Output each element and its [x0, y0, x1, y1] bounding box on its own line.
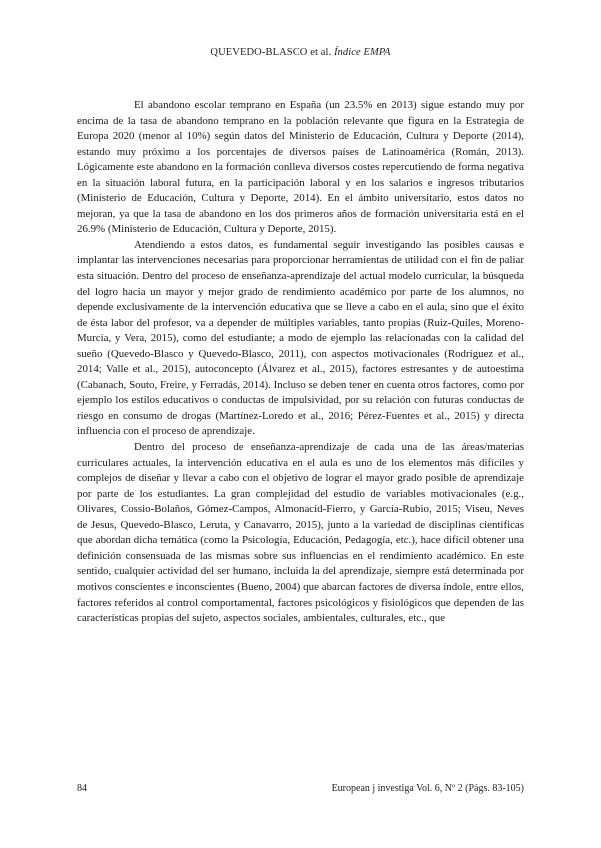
journal-info: European j investiga Vol. 6, Nº 2 (Págs. 83-105): [331, 783, 524, 794]
header-authors: QUEVEDO-BLASCO et al.: [210, 47, 332, 58]
header-short-title: Índice EMPA: [333, 47, 391, 58]
running-header: [0, 47, 601, 58]
body-text: [77, 98, 524, 627]
paragraph-1: El abandono escolar temprano en España (un 23.5% en 2013) sigue estando muy por encima de la tasa de abandono temprano en la población relevante que figura en la Estrategia de Europa 2020 (menor al 10%) según datos del Ministerio de Educación, Cultura y Deporte (2014), estando muy próximo a los porcentajes de diversos países de Latinoamérica (Román, 2013). Lógicamente este abandono en la formación conlleva diversos costes repercutiendo de forma negativa en la situación laboral futura, en la participación laboral y en los salarios e ingresos tributarios (Ministerio de Educación, Cultura y Deporte, 2014). En el ámbito universitario, estos datos no mejoran, ya que la tasa de abandono en los dos primeros años de formación universitaria está en el 26.9% (Ministerio de Educación, Cultura y Deporte, 2015).: [77, 99, 524, 236]
page-number: 84: [77, 783, 87, 794]
paragraph-3: Dentro del proceso de enseñanza-aprendizaje de cada una de las áreas/materias curriculares actuales, la intervención educativa en el aula es uno de los elementos más difíciles y complejos de diseñar y llevar a cabo con el objetivo de lograr el mayor grado posible de aprendizaje por parte de los estudiantes. La gran complejidad del estudio de variables motivacionales (e.g., Olivares, Cossio-Bolaños, Gómez-Campos, Almonacid-Fierro, y García-Rubio, 2015; Viseu, Neves de Jesus, Quevedo-Blasco, Leruta, y Canavarro, 2015), junto a la variedad de disciplinas científicas que abordan dicha temática (como la Psicología, Educación, Pedagogía, etc.), hace difícil obtener una definición consensuada de las mismas sobre sus influencias en el rendimiento académico. En este sentido, cualquier actividad del ser humano, incluida la del aprendizaje, siempre está determinada por motivos conscientes e inconscientes (Bueno, 2004) que abarcan factores de diversa índole, entre ellos, factores referidos al control comportamental, factores psicológicos y fisiológicos que dependen de las características propias del sujeto, aspectos sociales, ambientales, culturales, etc., que: [77, 441, 524, 625]
paragraph-2: Atendiendo a estos datos, es fundamental seguir investigando las posibles causas e implantar las intervenciones necesarias para proporcionar herramientas de utilidad con el fin de paliar esta situación. Dentro del proceso de enseñanza-aprendizaje del actual modelo curricular, la búsqueda del logro hacia un mayor y mejor grado de rendimiento académico por parte de los alumnos, no depende exclusivamente de la intervención educativa que se lleve a cabo en el aula, sino que el éxito de ésta labor del profesor, va a depender de múltiples variables, tanto propias (Ruiz-Quiles, Moreno-Murcia, y Vera, 2015), como del estudiante; a modo de ejemplo las relacionadas con la calidad del sueño (Quevedo-Blasco y Quevedo-Blasco, 2011), con aspectos motivacionales (Rodríguez et al., 2014; Valle et al., 2015), autoconcepto (Álvarez et al., 2015), factores estresantes y de autoestima (Cabanach, Souto, Freire, y Ferradás, 2014). Incluso se deben tener en cuenta otros factores, como por ejemplo los estilos educativos o conductas de impulsividad, por su relación con futuras conductas de riesgo en consumo de drogas (Martínez-Loredo et al., 2016; Pérez-Fuentes et al., 2015) y directa influencia con el proceso de aprendizaje.: [77, 238, 524, 438]
